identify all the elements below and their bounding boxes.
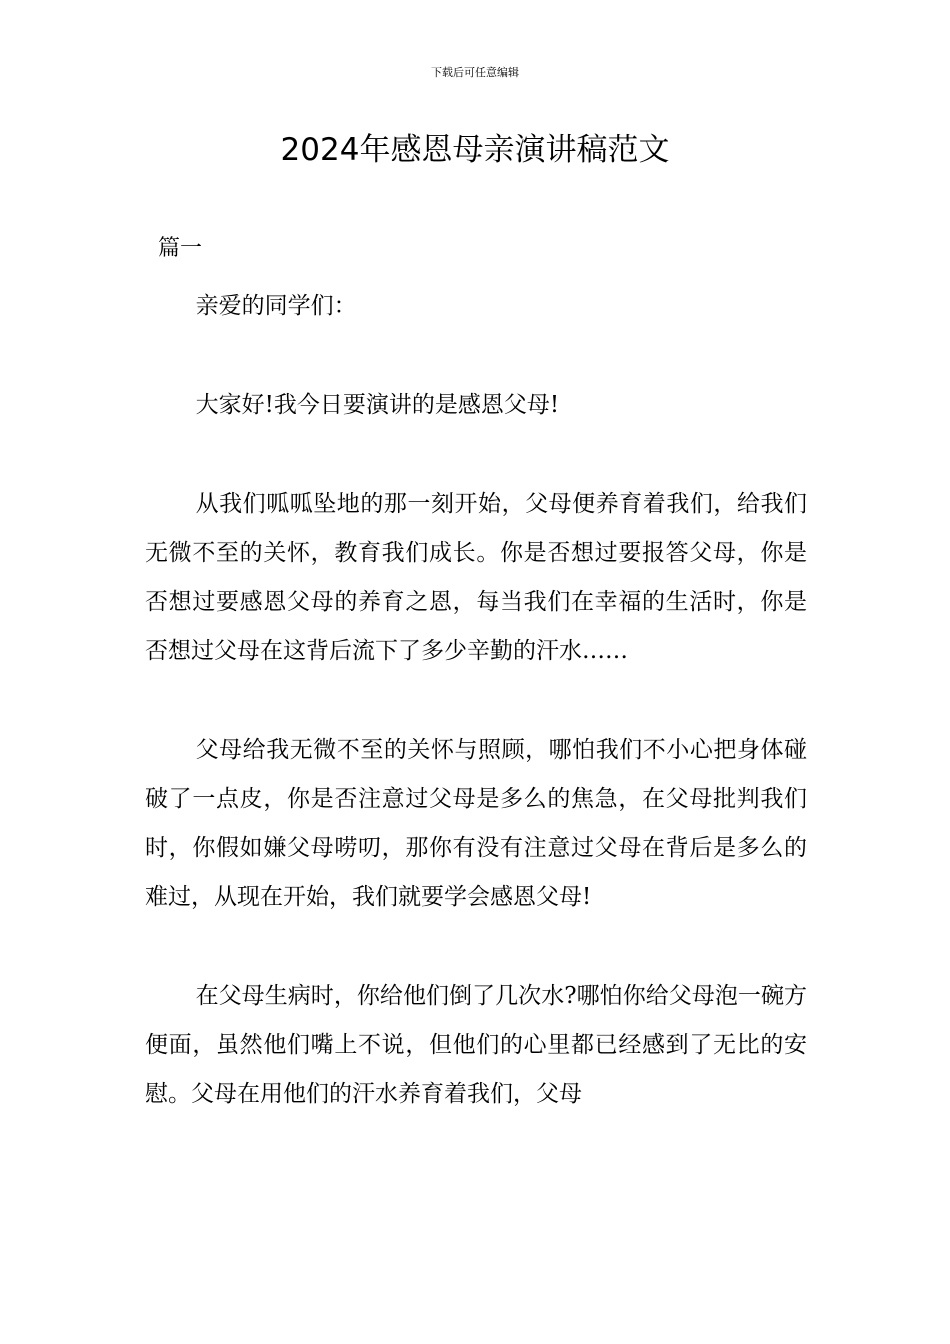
document-body [145,282,807,1169]
paragraph-intro: 大家好!我今日要演讲的是感恩父母! [195,392,560,418]
section-label: 篇一 [158,236,203,261]
paragraph-1: 从我们呱呱坠地的那一刻开始，父母便养育着我们，给我们无微不至的关怀，教育我们成长。你是否想过要报答父母，你是否想过要感恩父母的养育之恩，每当我们在幸福的生活时，你是否想过父母在这背后流下了多少辛勤的汗水…… [145,491,807,664]
header-note: 下载后可任意编辑 [431,66,519,79]
document-title: 2024年感恩母亲演讲稿范文 [280,132,670,168]
paragraph-2: 父母给我无微不至的关怀与照顾，哪怕我们不小心把身体碰破了一点皮，你是否注意过父母是多么的焦急，在父母批判我们时，你假如嫌父母唠叨，那你有没有注意过父母在背后是多么的难过，从现在开始，我们就要学会感恩父母! [145,737,807,910]
paragraph-greeting: 亲爱的同学们： [195,293,357,319]
paragraph-3: 在父母生病时，你给他们倒了几次水?哪怕你给父母泡一碗方便面，虽然他们嘴上不说，但他们的心里都已经感到了无比的安慰。父母在用他们的汗水养育着我们，父母 [145,983,807,1107]
